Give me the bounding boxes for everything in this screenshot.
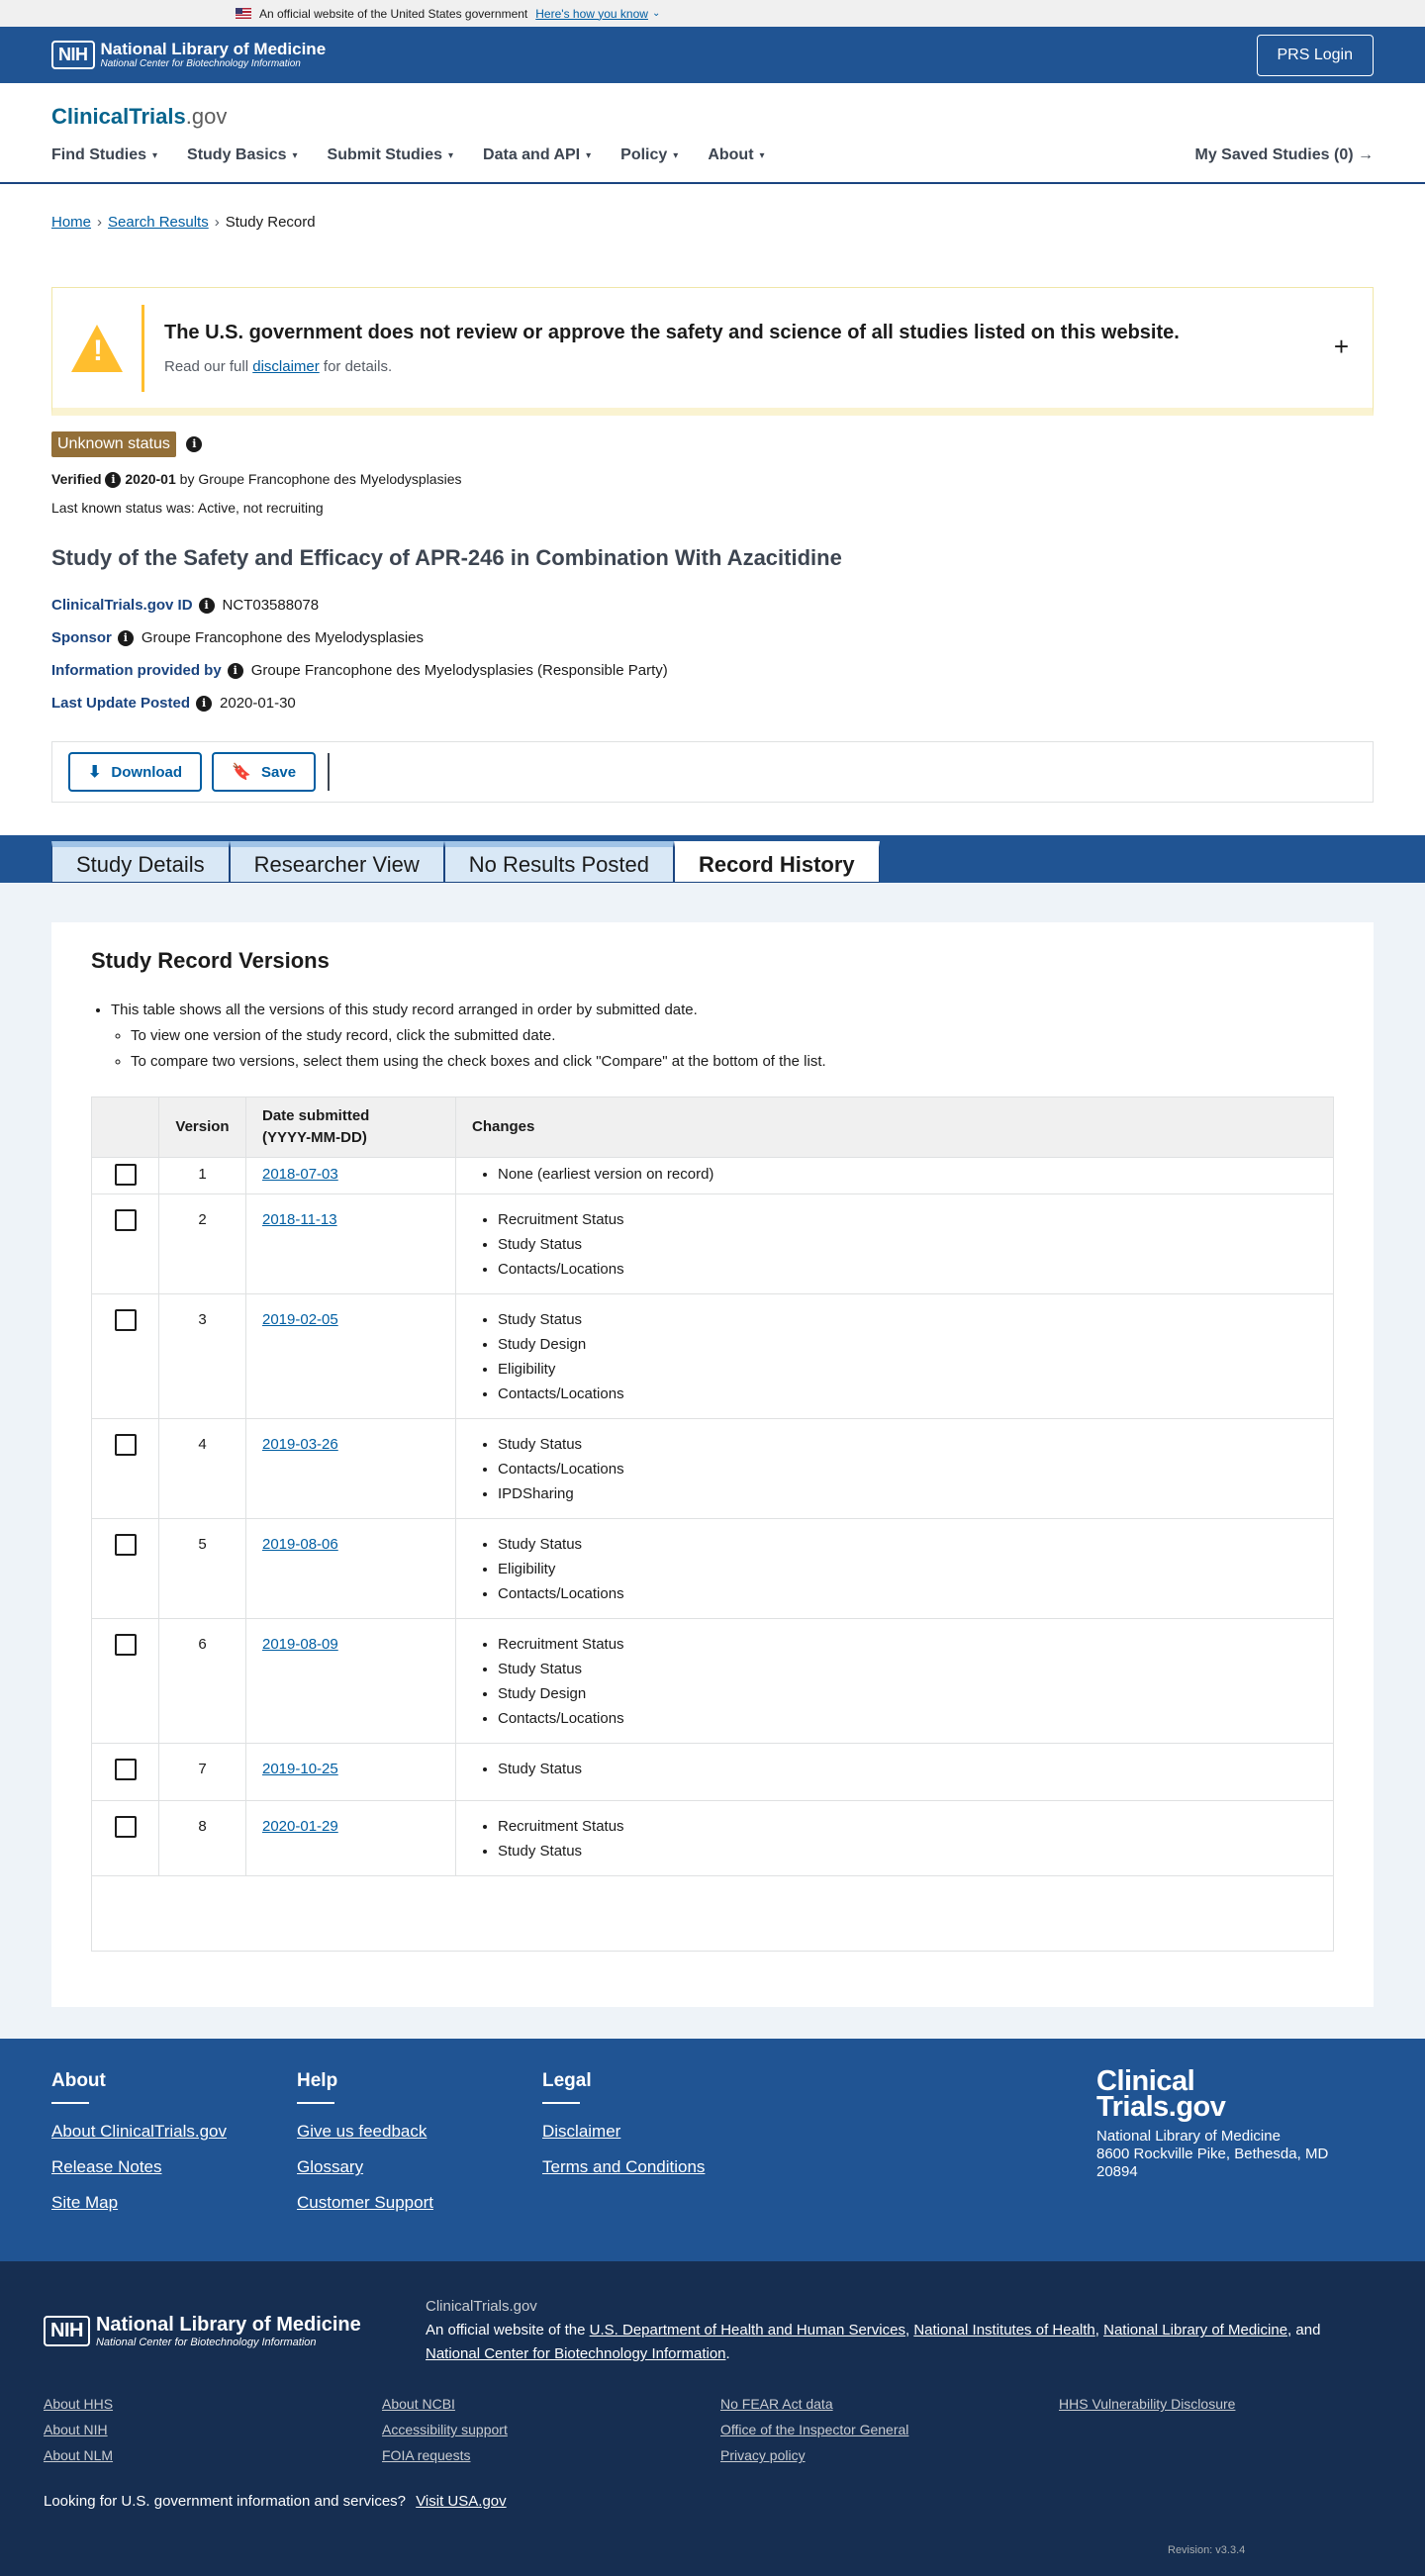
nav-label: Submit Studies: [327, 146, 442, 163]
chevron-down-icon: ▾: [292, 149, 298, 161]
footer-link[interactable]: About HHS: [44, 2396, 114, 2413]
gov-banner-text: An official website of the United States government: [259, 6, 528, 21]
breadcrumb-current: Study Record: [225, 213, 316, 231]
tabs-bar: [0, 835, 1425, 883]
table-row: [92, 1744, 1334, 1801]
submitted-date-link[interactable]: 2018-07-03: [262, 1166, 338, 1184]
footer-link-site-map[interactable]: Site Map: [51, 2193, 119, 2213]
disclaimer-alert: [51, 287, 1374, 416]
footer-site-name: ClinicalTrials.gov: [426, 2298, 537, 2316]
footer-link-glossary[interactable]: Glossary: [297, 2157, 364, 2177]
changes-cell: [456, 1419, 1334, 1519]
version-checkbox[interactable]: [115, 1534, 137, 1556]
nct-id: NCT03588078: [222, 597, 320, 615]
date-cell: [246, 1294, 456, 1419]
download-button[interactable]: [68, 752, 202, 792]
instruction-item: • This table shows all the versions of this study record arranged in order by submitted date.: [111, 998, 1334, 1023]
change-item: • Study Status: [498, 1232, 1317, 1257]
date-cell: [246, 1801, 456, 1876]
tab-record-history[interactable]: Record History: [674, 841, 880, 883]
nav-study-basics[interactable]: [187, 146, 298, 164]
version-number: 3: [159, 1294, 246, 1419]
chevron-down-icon: ▾: [673, 149, 679, 161]
alert-sub-pre: Read our full: [164, 357, 249, 375]
footer-link[interactable]: HHS Vulnerability Disclosure: [1059, 2396, 1236, 2413]
change-item: • None (earliest version on record): [498, 1162, 1317, 1187]
nav-label: Policy: [620, 146, 668, 163]
tab-study-details[interactable]: Study Details: [51, 841, 230, 883]
alert-icon-wrap: [52, 325, 142, 372]
select-cell: [92, 1158, 159, 1194]
nav-label: Study Basics: [187, 146, 287, 163]
footer-link[interactable]: Office of the Inspector General: [720, 2422, 909, 2438]
link-ncbi[interactable]: National Center for Biotechnology Information: [426, 2345, 726, 2363]
changes-cell: [456, 1194, 1334, 1294]
my-saved-studies-link[interactable]: [1195, 146, 1375, 164]
link-hhs[interactable]: U.S. Department of Health and Human Services: [589, 2322, 905, 2339]
footer-link[interactable]: Accessibility support: [382, 2422, 508, 2438]
prs-login-button[interactable]: PRS Login: [1257, 35, 1375, 76]
footer-rule: [297, 2102, 334, 2104]
tab-no-results-posted[interactable]: No Results Posted: [444, 841, 674, 883]
footer-nih-logo[interactable]: [44, 2295, 426, 2366]
info-provided-value: Groupe Francophone des Myelodysplasies (Responsible Party): [250, 662, 668, 680]
footer-link-disclaimer[interactable]: Disclaimer: [542, 2122, 621, 2142]
usa-gov-line: [44, 2493, 1381, 2510]
date-cell: [246, 1619, 456, 1744]
changes-cell: [456, 1519, 1334, 1619]
meta-row-info-provided: [51, 662, 1374, 679]
submitted-date-link[interactable]: 2019-10-25: [262, 1761, 338, 1778]
warning-icon: !: [71, 325, 123, 372]
footer-about-title: About: [51, 2070, 106, 2092]
version-checkbox[interactable]: [115, 1816, 137, 1838]
footer-address: [1096, 2128, 1354, 2181]
change-item: • Recruitment Status: [498, 1632, 1317, 1657]
verified-date: 2020-01: [125, 471, 176, 487]
version-checkbox[interactable]: [115, 1209, 137, 1231]
version-number: 1: [159, 1158, 246, 1194]
version-checkbox[interactable]: [115, 1634, 137, 1656]
footer-link[interactable]: About NIH: [44, 2422, 108, 2438]
gov-banner: [0, 0, 1425, 27]
change-item: • Contacts/Locations: [498, 1706, 1317, 1731]
change-item: • Eligibility: [498, 1557, 1317, 1581]
footer-link-feedback[interactable]: Give us feedback: [297, 2122, 428, 2142]
breadcrumb-home[interactable]: Home: [51, 213, 92, 231]
version-number: 2: [159, 1194, 246, 1294]
table-header-row: [92, 1097, 1334, 1158]
change-item: • Study Design: [498, 1681, 1317, 1706]
footer-official-text: ClinicalTrials.gov An official website of the U.S. Department of Health and Human Services, National Institutes of Health, National Library of Medicine, and National Center for Biotechnology Information.: [426, 2295, 1336, 2366]
changes-cell: [456, 1801, 1334, 1876]
changes-cell: [456, 1294, 1334, 1419]
meta-row-id: [51, 597, 1374, 614]
nav-label: About: [708, 146, 754, 163]
arrow-right-icon: →: [1358, 146, 1374, 163]
nih-logo[interactable]: [51, 41, 326, 69]
study-tabs: [51, 841, 880, 883]
submitted-date-link[interactable]: 2019-08-06: [262, 1536, 338, 1554]
footer-link-support[interactable]: Customer Support: [297, 2193, 433, 2213]
last-update-value: 2020-01-30: [220, 695, 296, 713]
version-number: 5: [159, 1519, 246, 1619]
change-item: • Study Status: [498, 1657, 1317, 1681]
footer-link[interactable]: About NCBI: [382, 2396, 455, 2413]
change-item: • Study Status: [498, 1839, 1317, 1863]
info-icon[interactable]: i: [186, 436, 202, 452]
footer-bottom: [0, 2261, 1425, 2576]
nav-label: Data and API: [483, 146, 581, 163]
col-header-version: Version: [159, 1097, 246, 1158]
nih-logo-subtitle: National Center for Biotechnology Information: [95, 2336, 317, 2348]
study-overview: [0, 416, 1425, 712]
footer-bottom-links: [44, 2396, 1381, 2463]
table-footer-row: [92, 1876, 1334, 1952]
expand-plus-icon[interactable]: +: [1333, 332, 1349, 361]
action-bar: [51, 741, 1374, 803]
versions-table: [91, 1097, 1334, 1952]
chevron-down-icon: ▾: [152, 149, 158, 161]
version-checkbox[interactable]: [115, 1309, 137, 1331]
chevron-right-icon: ›: [97, 213, 103, 231]
table-row: [92, 1294, 1334, 1419]
logo-main: ClinicalTrials: [51, 104, 186, 129]
chevron-down-icon: ▾: [448, 149, 454, 161]
footer-top: [0, 2039, 1425, 2261]
revision-label: Revision: v3.3.4: [1168, 2544, 1246, 2557]
table-row: [92, 1619, 1334, 1744]
heres-how-you-know-link[interactable]: Here's how you know: [535, 6, 648, 21]
changes-cell: [456, 1744, 1334, 1801]
footer-logo-line1: Clinical: [1096, 2065, 1195, 2098]
change-item: • Study Status: [498, 1307, 1317, 1332]
changes-cell: [456, 1619, 1334, 1744]
select-cell: [92, 1619, 159, 1744]
info-icon[interactable]: i: [228, 663, 243, 679]
saved-studies-label: My Saved Studies (0): [1194, 146, 1354, 163]
change-item: • Contacts/Locations: [498, 1457, 1317, 1481]
link-nlm[interactable]: National Library of Medicine: [1103, 2322, 1288, 2339]
date-cell: [246, 1744, 456, 1801]
chevron-down-icon: ▾: [586, 149, 592, 161]
nav-data-and-api[interactable]: [483, 146, 591, 164]
nih-logo-title: National Library of Medicine: [100, 40, 327, 58]
date-cell: [246, 1158, 456, 1194]
version-checkbox[interactable]: [115, 1759, 137, 1780]
col-header-date-line1: Date submitted: [262, 1107, 370, 1125]
footer-logo[interactable]: [1096, 2065, 1354, 2124]
nav-submit-studies[interactable]: [328, 146, 453, 164]
footer-legal-title: Legal: [542, 2070, 592, 2092]
alert-title: The U.S. government does not review or approve the safety and science of all studies listed on this website.: [164, 321, 1180, 343]
verified-by: by Groupe Francophone des Myelodysplasies: [179, 471, 462, 487]
select-cell: [92, 1519, 159, 1619]
changes-list: [472, 1307, 1317, 1406]
change-item: • Contacts/Locations: [498, 1382, 1317, 1406]
official-and: and: [1295, 2322, 1321, 2339]
change-item: • Study Design: [498, 1332, 1317, 1357]
table-row: [92, 1419, 1334, 1519]
save-label: Save: [261, 763, 297, 781]
action-divider: [328, 753, 330, 791]
address-line: 20894: [1096, 2163, 1138, 2181]
address-line: National Library of Medicine: [1096, 2128, 1281, 2146]
nih-logo-box: NIH: [44, 2316, 90, 2346]
section-title: Study Record Versions: [91, 948, 330, 974]
date-cell: [246, 1519, 456, 1619]
meta-label: Information provided by: [51, 662, 222, 680]
change-item: • Recruitment Status: [498, 1814, 1317, 1839]
alert-sub-post: for details.: [323, 357, 393, 375]
version-number: 6: [159, 1619, 246, 1744]
changes-list: [472, 1162, 1317, 1187]
change-item: • Eligibility: [498, 1357, 1317, 1382]
footer-link[interactable]: Privacy policy: [720, 2447, 806, 2464]
col-header-date-line2: (YYYY-MM-DD): [262, 1129, 367, 1147]
address-line: 8600 Rockville Pike, Bethesda, MD: [1096, 2146, 1329, 2163]
clinicaltrials-logo[interactable]: [51, 83, 1374, 130]
nav-label: Find Studies: [51, 146, 146, 163]
changes-list: [472, 1814, 1317, 1863]
change-item: • Contacts/Locations: [498, 1581, 1317, 1606]
versions-body: [92, 1158, 1334, 1952]
table-row: [92, 1158, 1334, 1194]
table-footer-cell: [92, 1876, 1334, 1952]
select-cell: [92, 1194, 159, 1294]
date-cell: [246, 1194, 456, 1294]
meta-row-last-update: [51, 695, 1374, 712]
content-area: [0, 883, 1425, 2039]
tab-researcher-view[interactable]: Researcher View: [230, 841, 444, 883]
footer-brand: [1096, 2065, 1354, 2181]
changes-list: [472, 1757, 1317, 1781]
footer-link[interactable]: FOIA requests: [382, 2447, 471, 2464]
nih-logo-box: NIH: [51, 41, 95, 69]
last-known-status: Last known status was: Active, not recruiting: [51, 500, 324, 517]
disclaimer-link[interactable]: disclaimer: [252, 357, 320, 375]
select-cell: [92, 1419, 159, 1519]
instructions-list: [91, 998, 1334, 1075]
nav-find-studies[interactable]: [51, 146, 157, 164]
change-item: • IPDSharing: [498, 1481, 1317, 1506]
table-row: [92, 1194, 1334, 1294]
instruction-item: ◦ To view one version of the study record, click the submitted date.: [131, 1023, 1334, 1049]
footer-link[interactable]: About NLM: [44, 2447, 114, 2464]
info-icon[interactable]: i: [196, 696, 212, 712]
study-meta: [51, 597, 1374, 712]
download-label: Download: [111, 763, 183, 781]
bookmark-icon: 🔖: [232, 764, 251, 782]
submitted-date-link[interactable]: 2019-02-05: [262, 1311, 338, 1329]
nav-about[interactable]: [708, 146, 764, 164]
table-row: [92, 1801, 1334, 1876]
verified-label: Verified: [51, 471, 102, 487]
logo-suffix: .gov: [185, 104, 228, 129]
sponsor-value: Groupe Francophone des Myelodysplasies: [141, 629, 425, 647]
footer-legal-column: [542, 2070, 788, 2261]
changes-list: [472, 1532, 1317, 1606]
footer-help-column: [297, 2070, 542, 2261]
col-header-date: [246, 1097, 456, 1158]
change-item: • Study Status: [498, 1432, 1317, 1457]
chevron-right-icon: ›: [214, 213, 220, 231]
date-cell: [246, 1419, 456, 1519]
breadcrumb: [0, 184, 1425, 238]
footer-rule: [542, 2102, 580, 2104]
nih-logo-title: National Library of Medicine: [95, 2313, 361, 2336]
link-nih[interactable]: National Institutes of Health: [913, 2322, 1095, 2339]
col-header-changes: Changes: [456, 1097, 1334, 1158]
col-header-select: [92, 1097, 159, 1158]
nih-header: [0, 27, 1425, 83]
us-flag-icon: [236, 8, 251, 19]
record-history-panel: [51, 922, 1374, 2007]
submitted-date-link[interactable]: 2019-08-09: [262, 1636, 338, 1654]
footer-link[interactable]: No FEAR Act data: [720, 2396, 833, 2413]
footer-link-release-notes[interactable]: Release Notes: [51, 2157, 162, 2177]
version-number: 7: [159, 1744, 246, 1801]
select-cell: [92, 1801, 159, 1876]
select-cell: [92, 1744, 159, 1801]
instruction-item: ◦ To compare two versions, select them using the check boxes and click "Compare" at the bottom of the list.: [131, 1049, 1334, 1075]
usa-text: Looking for U.S. government information and services?: [44, 2493, 407, 2511]
version-number: 4: [159, 1419, 246, 1519]
changes-list: [472, 1207, 1317, 1282]
changes-list: [472, 1632, 1317, 1731]
change-item: • Contacts/Locations: [498, 1257, 1317, 1282]
info-icon[interactable]: i: [105, 472, 121, 488]
version-number: 8: [159, 1801, 246, 1876]
version-checkbox[interactable]: [115, 1164, 137, 1186]
alert-divider: [142, 305, 144, 392]
change-item: • Recruitment Status: [498, 1207, 1317, 1232]
footer-rule: [51, 2102, 89, 2104]
meta-label: ClinicalTrials.gov ID: [51, 597, 193, 615]
change-item: • Study Status: [498, 1532, 1317, 1557]
breadcrumb-search-results[interactable]: Search Results: [108, 213, 209, 231]
select-cell: [92, 1294, 159, 1419]
verified-line: [51, 471, 1374, 488]
submitted-date-link[interactable]: 2020-01-29: [262, 1818, 338, 1836]
info-icon[interactable]: i: [199, 598, 215, 614]
alert-subtext: [164, 358, 1180, 375]
footer-logo-line2: Trials.gov: [1096, 2091, 1226, 2124]
submitted-date-link[interactable]: 2018-11-13: [262, 1211, 337, 1229]
info-icon[interactable]: i: [118, 630, 134, 646]
study-title: Study of the Safety and Efficacy of APR-246 in Combination With Azacitidine: [51, 545, 842, 571]
submitted-date-link[interactable]: 2019-03-26: [262, 1436, 338, 1454]
save-button[interactable]: [212, 752, 316, 792]
changes-cell: [456, 1158, 1334, 1194]
changes-list: [472, 1432, 1317, 1506]
main-nav: [51, 146, 1374, 164]
version-checkbox[interactable]: [115, 1434, 137, 1456]
meta-label: Last Update Posted: [51, 695, 191, 713]
meta-row-sponsor: [51, 629, 1374, 646]
chevron-down-icon: ▾: [759, 149, 765, 161]
table-row: [92, 1519, 1334, 1619]
footer-link-about-ct[interactable]: About ClinicalTrials.gov: [51, 2122, 227, 2142]
footer-link-terms[interactable]: Terms and Conditions: [542, 2157, 706, 2177]
site-header: [0, 83, 1425, 184]
meta-label: Sponsor: [51, 629, 112, 647]
change-item: • Study Status: [498, 1757, 1317, 1781]
nih-logo-subtitle: National Center for Biotechnology Information: [100, 58, 301, 69]
usa-gov-link[interactable]: Visit USA.gov: [416, 2493, 507, 2511]
download-icon: ⬇: [88, 764, 102, 782]
footer-about-column: [51, 2070, 297, 2261]
nav-policy[interactable]: [620, 146, 678, 164]
footer-help-title: Help: [297, 2070, 338, 2092]
chevron-down-icon: ⌄: [651, 8, 661, 19]
official-pre: An official website of the: [426, 2322, 586, 2339]
status-badge: Unknown status: [51, 431, 176, 457]
